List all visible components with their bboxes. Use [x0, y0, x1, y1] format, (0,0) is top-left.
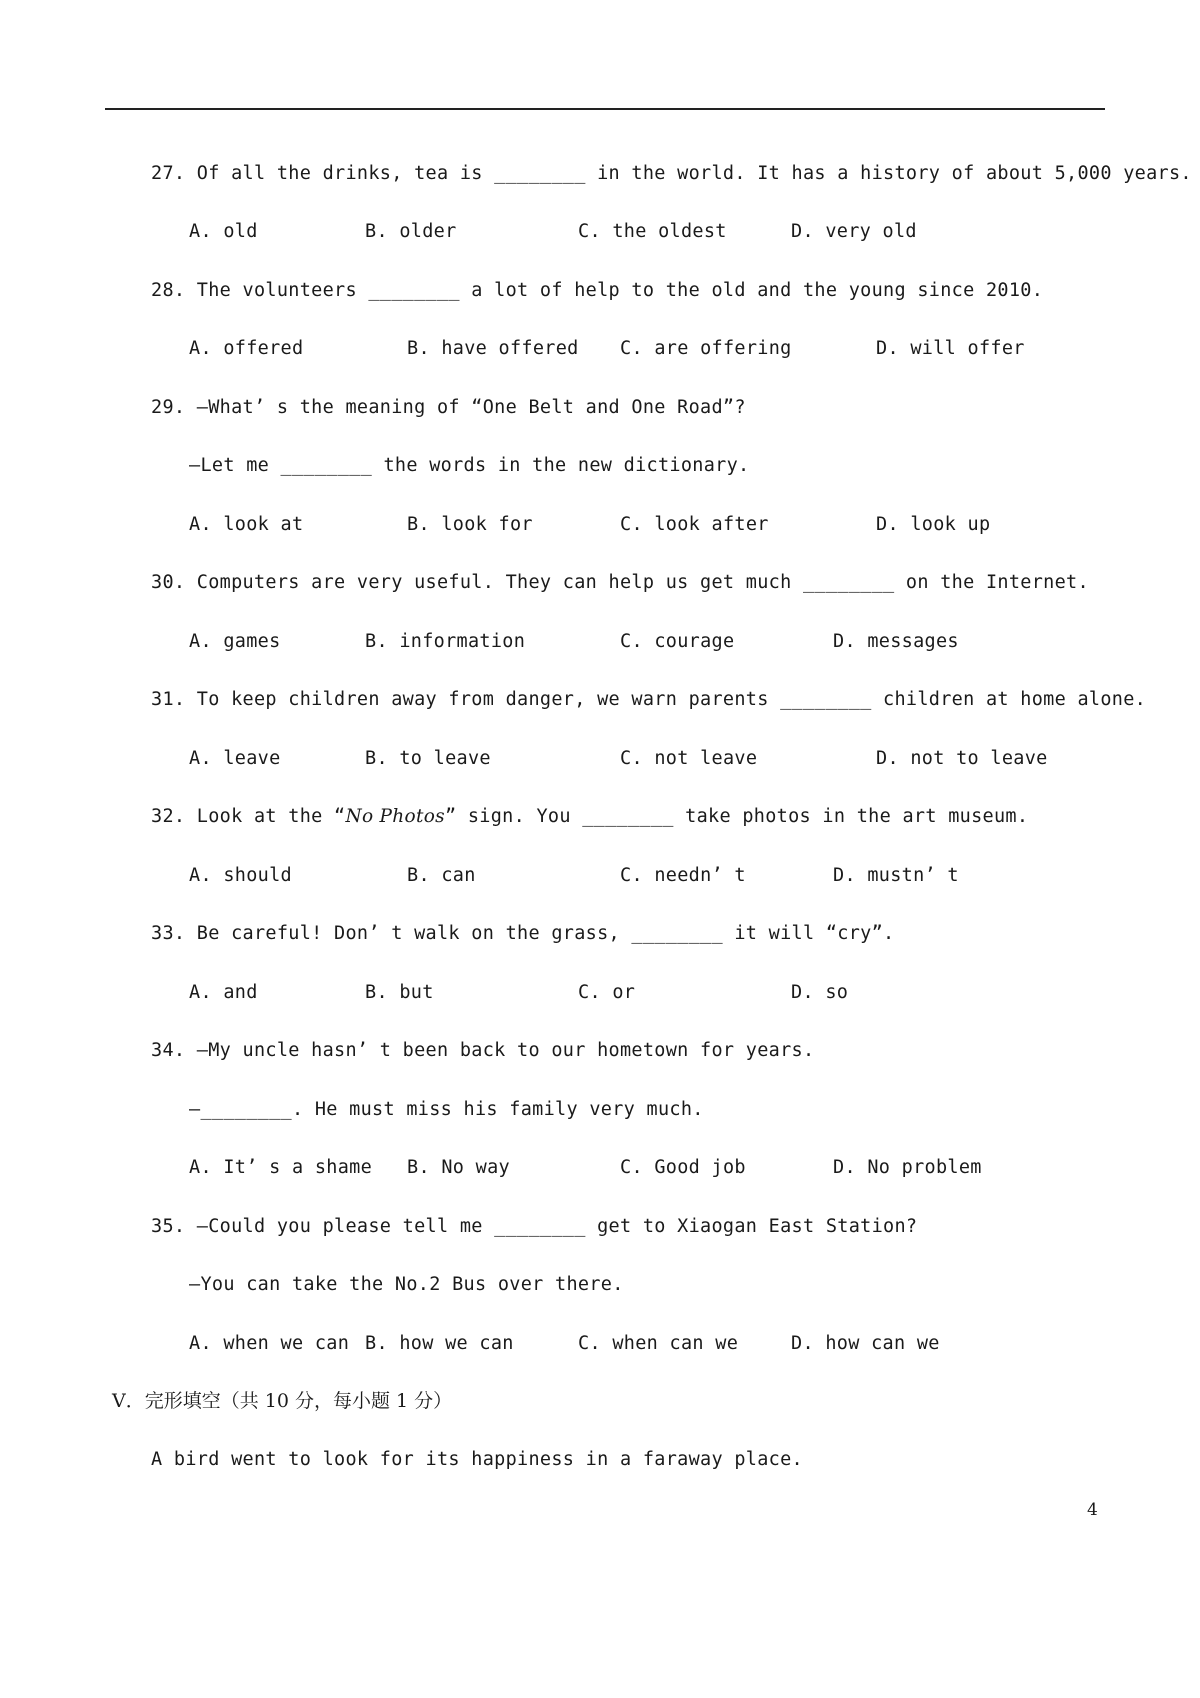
question-35-stem: 35. —Could you please tell me ________ get to Xiaogan East Station?	[151, 1216, 918, 1237]
question-30-stem: 30. Computers are very useful. They can help us get much ________ on the Internet.	[151, 572, 1089, 593]
question-34-option-a: A. It’ s a shame	[189, 1157, 373, 1178]
question-32-option-b: B. can	[407, 865, 476, 886]
question-29-stem: 29. —What’ s the meaning of “One Belt and One Road”?	[151, 397, 746, 418]
question-35-option-d: D. how can we	[791, 1333, 940, 1354]
section-title: V．完形填空（共 10 分，每小题 1 分）	[112, 1390, 453, 1412]
question-33-option-b: B. but	[365, 982, 434, 1003]
question-32-option-a: A. should	[189, 865, 292, 886]
question-28-option-d: D. will offer	[876, 338, 1025, 359]
question-34-stem: 34. —My uncle hasn’ t been back to our hometown for years.	[151, 1040, 815, 1061]
question-32-option-c: C. needn’ t	[620, 865, 746, 886]
question-27-option-d: D. very old	[791, 221, 917, 242]
question-29-option-b: B. look for	[407, 514, 533, 535]
header-rule	[105, 108, 1105, 110]
question-34-response: —________. He must miss his family very much.	[189, 1099, 704, 1120]
question-27-stem: 27. Of all the drinks, tea is ________ in the world. It has a history of about 5,000 years.	[151, 163, 1192, 184]
question-34-option-c: C. Good job	[620, 1157, 746, 1178]
question-32-stem-start: 32. Look at the “	[151, 806, 346, 827]
question-32-stem-end: ” sign. You ________ take photos in the art museum.	[444, 806, 1029, 827]
question-32-option-d: D. mustn’ t	[833, 865, 959, 886]
question-29-option-d: D. look up	[876, 514, 991, 535]
question-35-option-c: C. when can we	[578, 1333, 739, 1354]
question-33-option-d: D. so	[791, 982, 849, 1003]
question-35-response: —You can take the No.2 Bus over there.	[189, 1274, 624, 1295]
question-31-option-a: A. leave	[189, 748, 281, 769]
question-31-option-b: B. to leave	[365, 748, 491, 769]
question-35-option-b: B. how we can	[365, 1333, 514, 1354]
question-32-stem	[151, 805, 1028, 829]
question-33-stem: 33. Be careful! Don’ t walk on the grass, ________ it will “cry”.	[151, 923, 895, 944]
question-29-option-a: A. look at	[189, 514, 304, 535]
question-29-option-c: C. look after	[620, 514, 769, 535]
question-34-option-d: D. No problem	[833, 1157, 982, 1178]
question-35-option-a: A. when we can	[189, 1333, 350, 1354]
question-28-option-c: C. are offering	[620, 338, 792, 359]
question-28-option-a: A. offered	[189, 338, 304, 359]
question-28-stem: 28. The volunteers ________ a lot of help to the old and the young since 2010.	[151, 280, 1044, 301]
page-number: 4	[1087, 1500, 1098, 1520]
section-intro: A bird went to look for its happiness in a faraway place.	[151, 1449, 803, 1470]
question-27-option-a: A. old	[189, 221, 258, 242]
question-30-option-b: B. information	[365, 631, 526, 652]
question-33-option-c: C. or	[578, 982, 636, 1003]
question-31-option-d: D. not to leave	[876, 748, 1048, 769]
question-30-option-c: C. courage	[620, 631, 735, 652]
question-28-option-b: B. have offered	[407, 338, 579, 359]
question-31-option-c: C. not leave	[620, 748, 758, 769]
question-30-option-d: D. messages	[833, 631, 959, 652]
question-27-option-b: B. older	[365, 221, 457, 242]
question-32-sign-name: No Photos	[345, 806, 445, 827]
question-33-option-a: A. and	[189, 982, 258, 1003]
question-29-response: —Let me ________ the words in the new dictionary.	[189, 455, 750, 476]
question-34-option-b: B. No way	[407, 1157, 510, 1178]
question-31-stem: 31. To keep children away from danger, we warn parents ________ children at home alone.	[151, 689, 1147, 710]
question-27-option-c: C. the oldest	[578, 221, 727, 242]
question-30-option-a: A. games	[189, 631, 281, 652]
